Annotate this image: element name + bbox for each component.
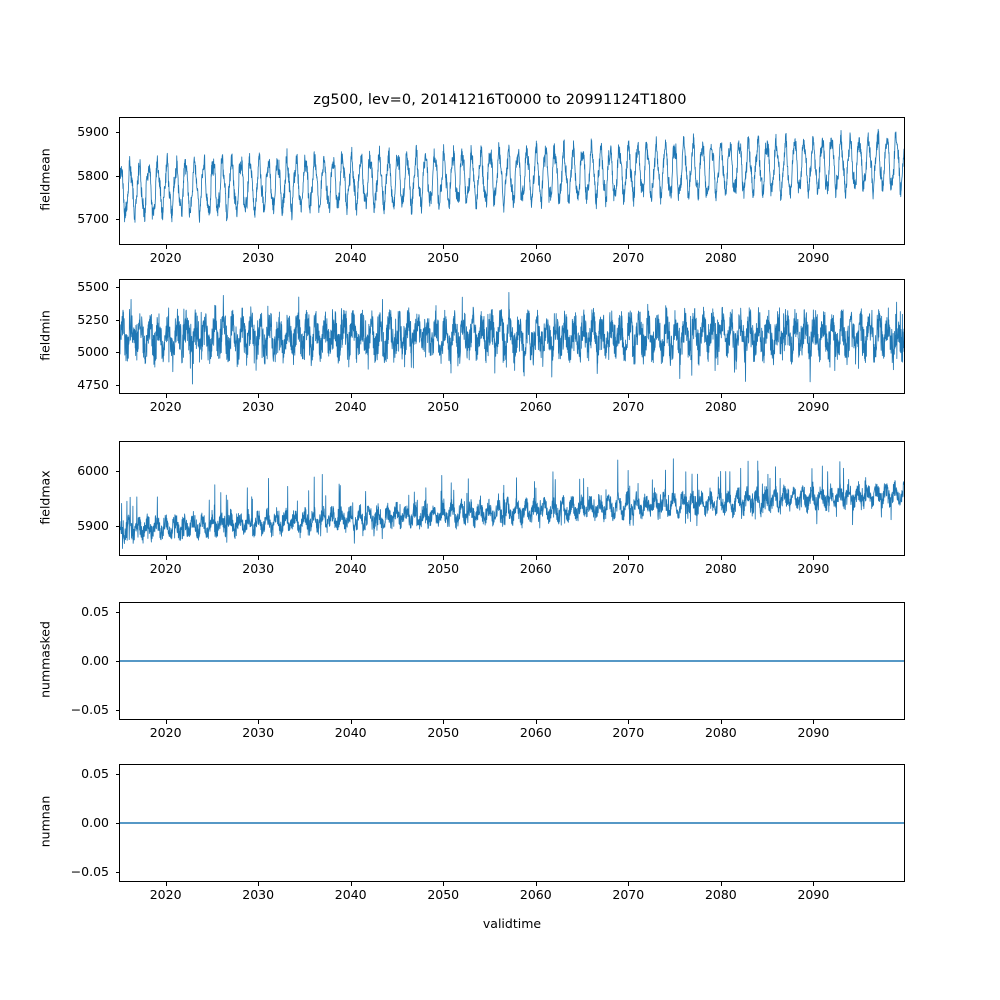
x-tick-label: 2040 bbox=[334, 250, 367, 265]
y-tick-label: −0.05 bbox=[70, 864, 109, 880]
y-axis-label-nummasked: nummasked bbox=[37, 621, 53, 698]
x-tick-label: 2050 bbox=[427, 561, 460, 576]
y-tick-label: −0.05 bbox=[70, 702, 109, 718]
x-tick-mark bbox=[258, 556, 259, 560]
y-tick-label: 5500 bbox=[77, 278, 109, 294]
x-tick-mark bbox=[166, 720, 167, 724]
y-tick-label: 5800 bbox=[77, 167, 109, 183]
x-tick-mark bbox=[166, 245, 167, 249]
x-tick-mark bbox=[443, 720, 444, 724]
x-tick-label: 2070 bbox=[612, 887, 645, 902]
y-tick-label: 0.05 bbox=[81, 765, 109, 781]
y-tick-mark bbox=[116, 471, 120, 472]
x-tick-label: 2050 bbox=[427, 887, 460, 902]
x-tick-label: 2040 bbox=[334, 561, 367, 576]
plot-panel-nummasked bbox=[119, 602, 905, 720]
x-tick-label: 2060 bbox=[519, 250, 552, 265]
x-tick-mark bbox=[721, 556, 722, 560]
y-tick-label: 5000 bbox=[77, 344, 109, 360]
y-tick-mark bbox=[116, 132, 120, 133]
x-tick-label: 2020 bbox=[149, 725, 182, 740]
y-tick-mark bbox=[116, 823, 120, 824]
x-tick-mark bbox=[351, 245, 352, 249]
x-tick-mark bbox=[721, 882, 722, 886]
x-tick-label: 2050 bbox=[427, 725, 460, 740]
x-tick-label: 2080 bbox=[704, 250, 737, 265]
x-tick-label: 2040 bbox=[334, 725, 367, 740]
x-tick-label: 2070 bbox=[612, 561, 645, 576]
y-tick-mark bbox=[116, 710, 120, 711]
x-tick-label: 2060 bbox=[519, 561, 552, 576]
x-tick-label: 2030 bbox=[242, 250, 275, 265]
y-tick-label: 5700 bbox=[77, 210, 109, 226]
x-tick-label: 2060 bbox=[519, 399, 552, 414]
x-tick-mark bbox=[536, 882, 537, 886]
y-tick-label: 4750 bbox=[77, 376, 109, 392]
y-tick-label: 6000 bbox=[77, 463, 109, 479]
y-tick-mark bbox=[116, 385, 120, 386]
x-tick-label: 2080 bbox=[704, 561, 737, 576]
x-tick-mark bbox=[813, 394, 814, 398]
x-tick-mark bbox=[258, 882, 259, 886]
plot-panel-fieldmin bbox=[119, 279, 905, 394]
x-tick-mark bbox=[813, 720, 814, 724]
y-tick-mark bbox=[116, 774, 120, 775]
plot-panel-numnan bbox=[119, 764, 905, 882]
plot-panel-fieldmax bbox=[119, 441, 905, 556]
x-tick-mark bbox=[813, 245, 814, 249]
x-tick-mark bbox=[721, 720, 722, 724]
x-tick-mark bbox=[536, 394, 537, 398]
x-axis-label: validtime bbox=[482, 916, 542, 931]
series-line-fieldmean bbox=[120, 129, 904, 222]
x-tick-label: 2030 bbox=[242, 887, 275, 902]
y-tick-label: 5250 bbox=[77, 311, 109, 327]
x-tick-label: 2030 bbox=[242, 561, 275, 576]
y-tick-mark bbox=[116, 287, 120, 288]
x-tick-label: 2090 bbox=[797, 887, 830, 902]
x-tick-mark bbox=[813, 882, 814, 886]
y-tick-mark bbox=[116, 176, 120, 177]
y-tick-label: 0.00 bbox=[81, 653, 109, 668]
x-tick-mark bbox=[258, 394, 259, 398]
x-tick-label: 2040 bbox=[334, 887, 367, 902]
x-tick-label: 2050 bbox=[427, 250, 460, 265]
x-tick-mark bbox=[351, 720, 352, 724]
x-tick-mark bbox=[536, 556, 537, 560]
x-tick-label: 2020 bbox=[149, 250, 182, 265]
x-tick-mark bbox=[536, 720, 537, 724]
y-tick-mark bbox=[116, 219, 120, 220]
x-tick-label: 2020 bbox=[149, 887, 182, 902]
x-tick-mark bbox=[351, 882, 352, 886]
x-tick-label: 2060 bbox=[519, 887, 552, 902]
x-tick-mark bbox=[628, 882, 629, 886]
y-tick-label: 5900 bbox=[77, 517, 109, 533]
y-axis-label-fieldmean: fieldmean bbox=[37, 148, 53, 211]
x-tick-label: 2090 bbox=[797, 399, 830, 414]
x-tick-mark bbox=[443, 882, 444, 886]
x-tick-label: 2080 bbox=[704, 725, 737, 740]
x-tick-mark bbox=[628, 720, 629, 724]
x-tick-label: 2090 bbox=[797, 725, 830, 740]
y-tick-mark bbox=[116, 612, 120, 613]
y-tick-label: 0.00 bbox=[81, 815, 109, 830]
x-tick-mark bbox=[351, 556, 352, 560]
y-tick-mark bbox=[116, 320, 120, 321]
y-axis-label-numnan: numnan bbox=[37, 795, 53, 848]
x-tick-label: 2090 bbox=[797, 561, 830, 576]
x-tick-mark bbox=[258, 720, 259, 724]
x-tick-mark bbox=[443, 394, 444, 398]
x-tick-label: 2030 bbox=[242, 725, 275, 740]
series-line-fieldmin bbox=[120, 292, 904, 384]
x-tick-mark bbox=[536, 245, 537, 249]
x-tick-label: 2070 bbox=[612, 725, 645, 740]
plot-panel-fieldmean bbox=[119, 117, 905, 245]
x-tick-mark bbox=[166, 882, 167, 886]
x-tick-mark bbox=[813, 556, 814, 560]
x-tick-label: 2070 bbox=[612, 399, 645, 414]
x-tick-label: 2070 bbox=[612, 250, 645, 265]
y-axis-label-fieldmin: fieldmin bbox=[37, 309, 53, 361]
x-tick-mark bbox=[443, 556, 444, 560]
x-tick-label: 2080 bbox=[704, 887, 737, 902]
x-tick-mark bbox=[258, 245, 259, 249]
x-tick-label: 2040 bbox=[334, 399, 367, 414]
y-tick-label: 0.05 bbox=[81, 603, 109, 619]
x-tick-label: 2030 bbox=[242, 399, 275, 414]
x-tick-mark bbox=[628, 245, 629, 249]
y-tick-mark bbox=[116, 526, 120, 527]
x-tick-label: 2020 bbox=[149, 399, 182, 414]
x-tick-mark bbox=[351, 394, 352, 398]
x-tick-mark bbox=[721, 394, 722, 398]
x-tick-mark bbox=[628, 394, 629, 398]
x-tick-label: 2080 bbox=[704, 399, 737, 414]
x-tick-mark bbox=[628, 556, 629, 560]
series-line-fieldmax bbox=[120, 459, 904, 549]
x-tick-label: 2090 bbox=[797, 250, 830, 265]
x-tick-label: 2020 bbox=[149, 561, 182, 576]
y-tick-mark bbox=[116, 661, 120, 662]
x-tick-label: 2060 bbox=[519, 725, 552, 740]
chart-title: zg500, lev=0, 20141216T0000 to 20991124T1800 bbox=[313, 92, 687, 108]
x-tick-mark bbox=[166, 394, 167, 398]
y-tick-label: 5900 bbox=[77, 124, 109, 140]
x-tick-mark bbox=[166, 556, 167, 560]
y-axis-label-fieldmax: fieldmax bbox=[37, 469, 53, 525]
x-tick-mark bbox=[443, 245, 444, 249]
x-tick-label: 2050 bbox=[427, 399, 460, 414]
y-tick-mark bbox=[116, 352, 120, 353]
y-tick-mark bbox=[116, 872, 120, 873]
x-tick-mark bbox=[721, 245, 722, 249]
